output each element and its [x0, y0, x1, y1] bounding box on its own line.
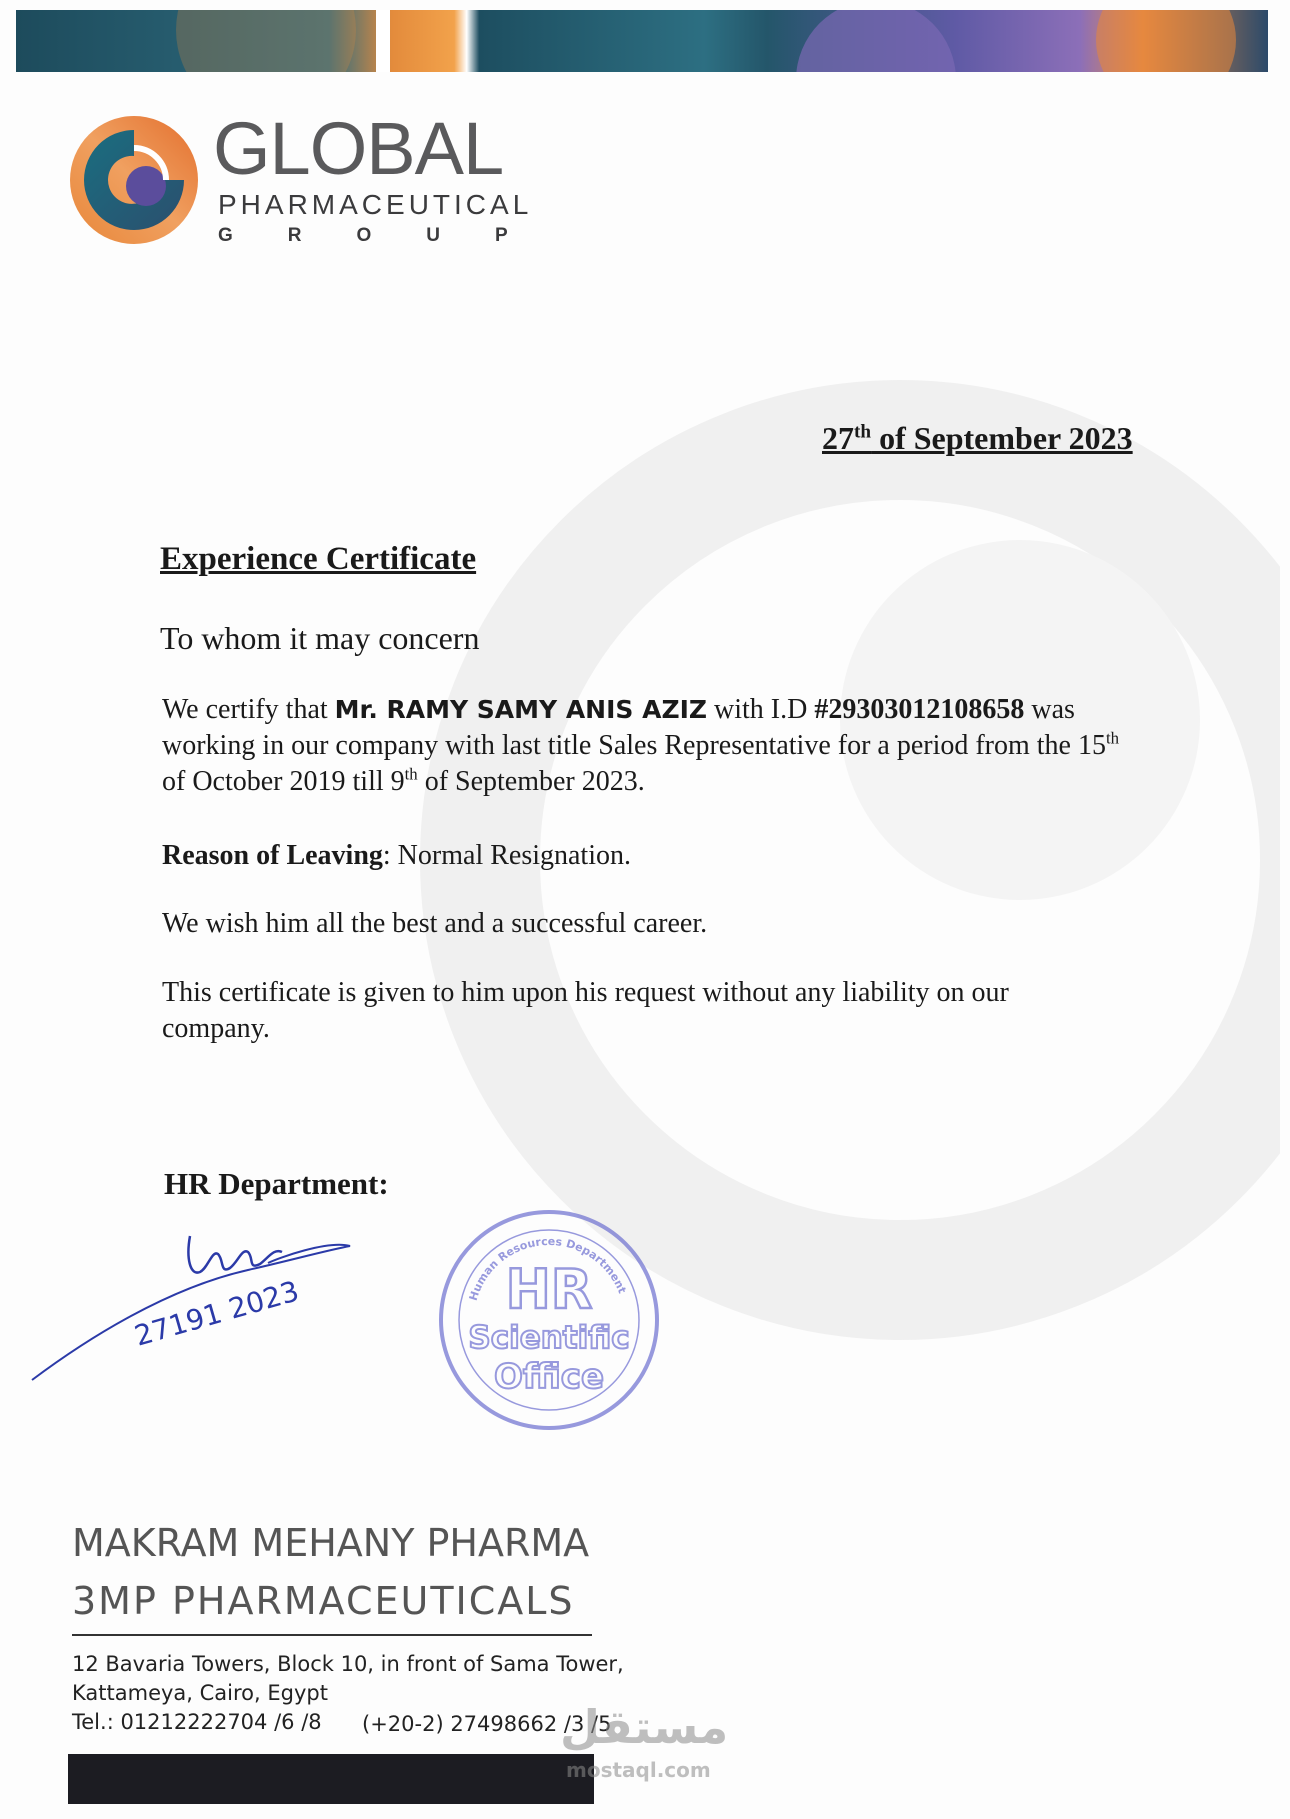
header-banner — [16, 10, 1268, 72]
wish-paragraph: We wish him all the best and a successful career. — [162, 908, 708, 939]
footer-fax: (+20-2) 27498662 /3 /5 — [362, 1712, 612, 1736]
brand-name: GLOBAL — [213, 107, 504, 190]
hr-signoff: HR Department: — [164, 1166, 389, 1201]
svg-text:Office: Office — [493, 1357, 605, 1397]
liability-paragraph: This certificate is given to him upon his request without any liability on our company. — [162, 977, 1009, 1044]
reason-of-leaving: Reason of Leaving: Normal Resignation. — [162, 840, 631, 871]
svg-text:Scientific: Scientific — [468, 1320, 630, 1356]
salutation: To whom it may concern — [160, 620, 480, 656]
svg-text:Human Resources Department: Human Resources Department — [466, 1234, 629, 1303]
letter-date: 27th of September 2023 — [822, 420, 1133, 456]
footer-address-line-2: Kattameya, Cairo, Egypt — [72, 1681, 328, 1705]
hr-stamp — [434, 1208, 664, 1433]
footer-address-line-1: 12 Bavaria Towers, Block 10, in front of Sama Tower, — [72, 1652, 624, 1676]
certificate-title: Experience Certificate — [160, 541, 477, 577]
brand-subtitle: PHARMACEUTICAL — [218, 189, 533, 220]
footer-company-name-2: 3MP PHARMACEUTICALS — [72, 1579, 575, 1623]
certification-paragraph: We certify that Mr. RAMY SAMY ANIS AZIZ with I.D #29303012108658 was working in our company with last title Sales Representative for a period from the 15th of October 2019 till 9th of September 2023. — [162, 694, 1120, 797]
footer-divider — [72, 1634, 592, 1636]
footer-bar — [68, 1754, 594, 1804]
company-logo-icon — [64, 108, 204, 253]
svg-text:27191 2023: 27191 2023 — [130, 1274, 303, 1353]
handwritten-signature — [28, 1218, 358, 1388]
footer-telephone: Tel.: 01212222704 /6 /8 — [72, 1710, 322, 1734]
site-watermark-latin: mostaql.com — [566, 1758, 711, 1782]
svg-text:HR: HR — [505, 1258, 593, 1321]
brand-group: GROUP — [218, 225, 563, 246]
footer-company-name-1: MAKRAM MEHANY PHARMA — [72, 1521, 590, 1565]
site-watermark-arabic: مستقل — [560, 1700, 729, 1754]
